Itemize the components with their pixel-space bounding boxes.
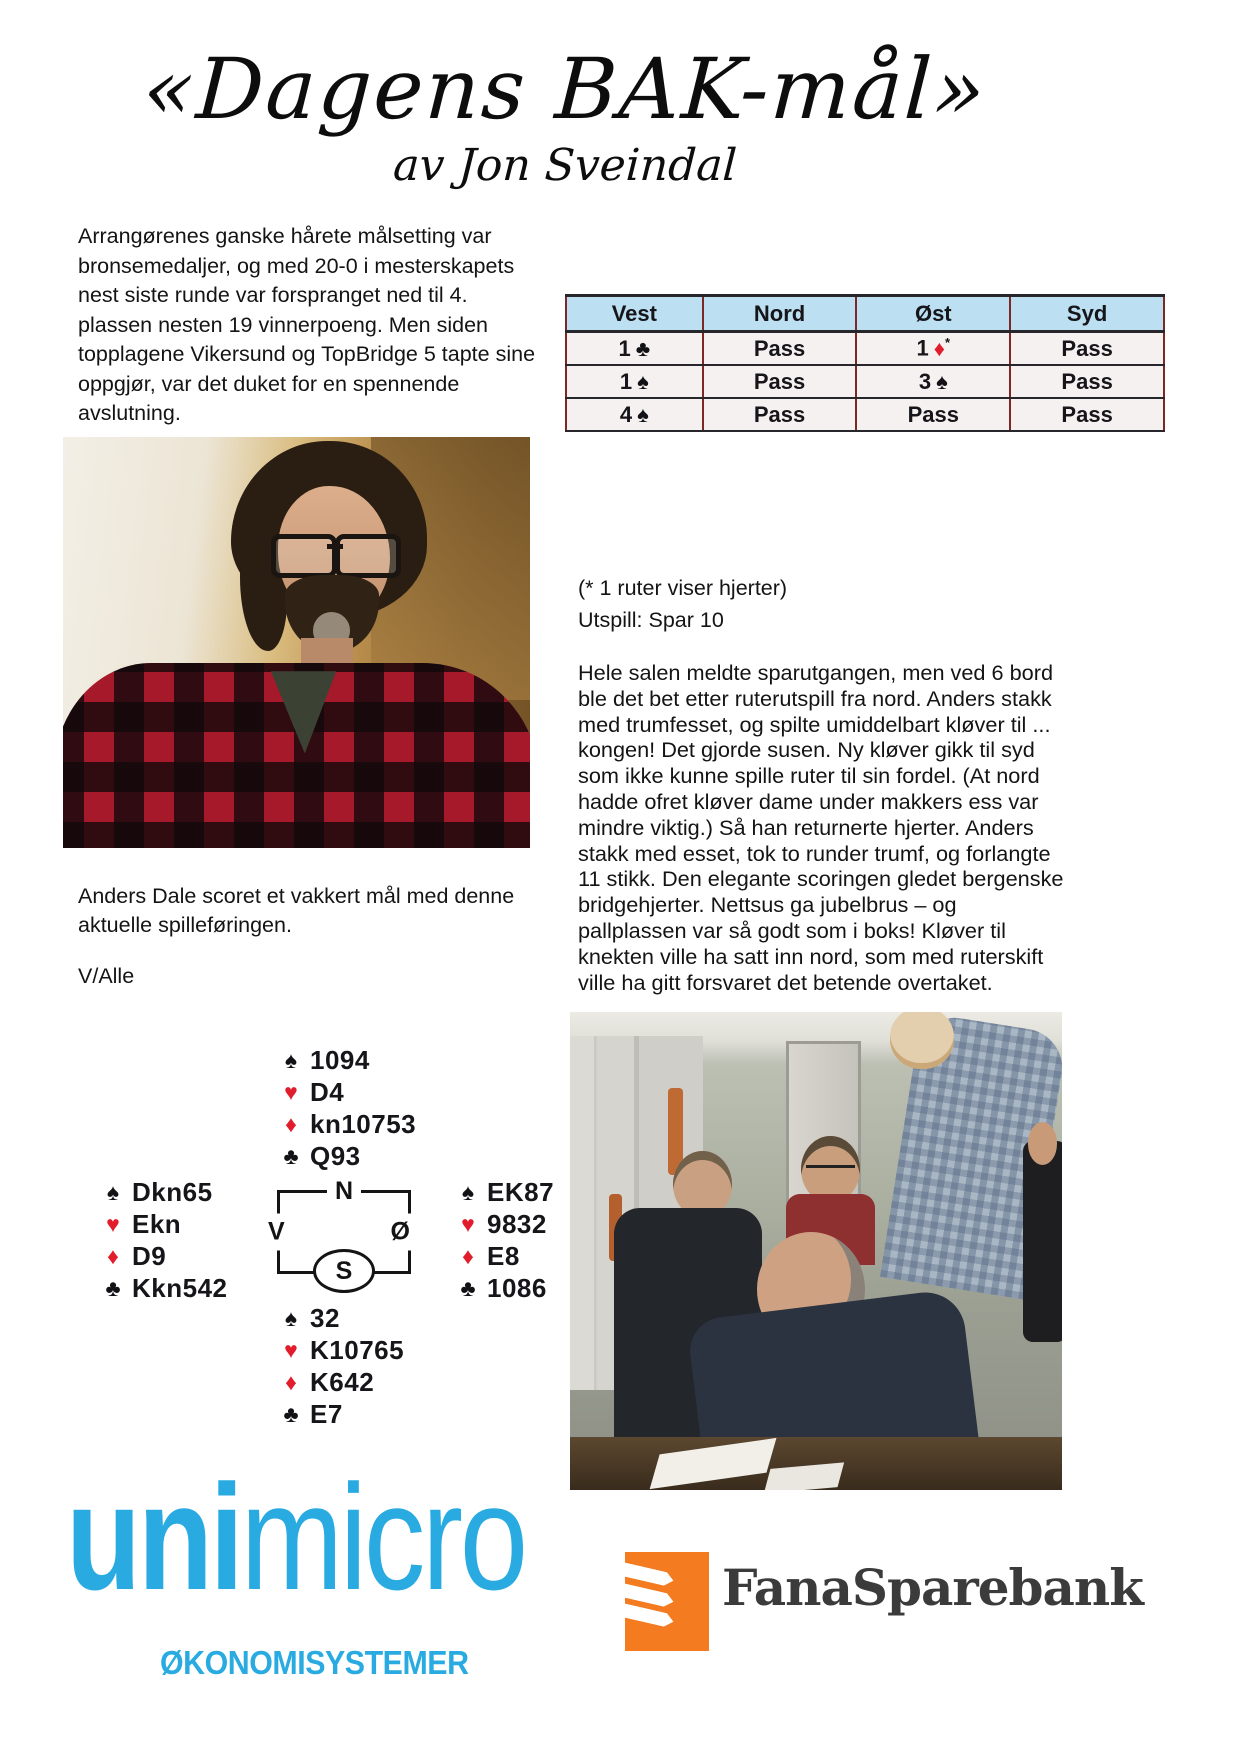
bidding-header-syd: Syd [1010, 296, 1164, 332]
fanasparebank-logo-text: FanaSparebank [722, 1558, 1143, 1617]
bidding-cell: Pass [1010, 332, 1164, 366]
heart-icon: ♥ [106, 1210, 120, 1237]
compass-south-label [313, 1249, 375, 1293]
diamond-icon: ♦ [285, 1368, 297, 1395]
fanasparebank-icon [625, 1552, 709, 1651]
bidding-body [566, 332, 1164, 432]
west-hearts-cards: Ekn [132, 1208, 182, 1239]
north-clubs-row [278, 1140, 416, 1172]
hand-east [455, 1176, 554, 1304]
bidding-footnote: (* 1 ruter viser hjerter) [578, 576, 788, 600]
spade-icon: ♠ [284, 1046, 298, 1073]
east-diamonds-row [455, 1240, 554, 1272]
page-title: «Dagens BAK-mål» [140, 40, 990, 138]
bidding-cell: Pass [703, 365, 857, 398]
heart-icon: ♥ [461, 1210, 475, 1237]
bidding-table [565, 294, 1165, 432]
spade-icon: ♠ [461, 1178, 475, 1205]
bidding-cell: Pass [1010, 365, 1164, 398]
heart-icon: ♥ [284, 1078, 298, 1105]
intro-paragraph: Arrangørenes ganske hårete målsetting var bronsemedaljer, og med 20-0 i mesterskapets nest siste runde var forspranget ned til 4. plassen nesten 19 vinnerpoeng. Men siden topplagene Vikersund og TopBridge 5 tapte sine oppgjør, var det duket for en spennende avslutning. [78, 224, 536, 425]
chevron-stripe [625, 1583, 675, 1608]
vulnerability-label: V/Alle [78, 964, 135, 988]
bidding-header-nord: Nord [703, 296, 857, 332]
unimicro-logo [66, 1453, 525, 1621]
bidding-cell: Pass [703, 332, 857, 366]
bidding-cell: 4 ♠ [566, 398, 703, 431]
north-hearts-cards: D4 [310, 1076, 345, 1107]
bidding-cell: 1 ♦* [856, 332, 1010, 366]
compass-south-letter: S [335, 1256, 353, 1285]
hand-south [278, 1302, 404, 1430]
opening-lead: Utspill: Spar 10 [578, 608, 724, 632]
compass-rose [268, 1177, 411, 1285]
compass-east-label: Ø [389, 1214, 412, 1251]
glasses-right-lens [335, 534, 401, 578]
diamond-icon: ♦ [107, 1242, 119, 1269]
bidding-cell: Pass [856, 398, 1010, 431]
east-hearts-cards: 9832 [487, 1208, 547, 1239]
east-diamonds-cards: E8 [487, 1240, 520, 1271]
south-diamonds-cards: K642 [310, 1366, 375, 1397]
spade-icon: ♠ [284, 1304, 298, 1331]
west-clubs-cards: Kkn542 [132, 1272, 228, 1303]
masthead [0, 40, 1130, 191]
bidding-row [566, 398, 1164, 431]
story-paragraph: Hele salen meldte sparutgangen, men ved 6 bord ble det bet etter ruterutspill fra nord. Anders stakk med trumfesset, og spilte umiddelbart kløver til ... kongen! Det gjorde susen. Ny kløver gikk til syd som ikke kunne spille ruter til sin fordel. (At nord hadde ofret kløver dame under makkers ess var mindre viktig.) Så han returnerte hjerter. Anders stakk med esset, tok to runder trumf, og forlangte 11 stikk. Den elegante scoringen gledet bergenske bridgehjerter. Nettsus ga jubelbrus – og pallplassen var så godt som i boks! Kløver til knekten ville ha satt inn nord, som med ruterskift ville ha gitt forsvaret det betende overtaket. [578, 660, 1064, 995]
south-diamonds-row [278, 1366, 404, 1398]
west-hearts-row [100, 1208, 228, 1240]
bidding-row [566, 332, 1164, 366]
north-diamonds-row [278, 1108, 416, 1140]
footnote-star: * [945, 335, 951, 351]
glasses [806, 1165, 855, 1168]
standing-man-head [890, 1012, 954, 1069]
unimicro-tagline: ØKONOMISYSTEMER [160, 1644, 469, 1681]
club-icon: ♣ [460, 1274, 476, 1301]
east-spades-cards: EK87 [487, 1176, 555, 1207]
west-diamonds-row [100, 1240, 228, 1272]
page-subtitle: av Jon Sveindal [391, 140, 739, 191]
club-icon: ♣ [635, 335, 651, 361]
unimicro-logo-uni: uni [66, 1453, 241, 1621]
west-spades-row [100, 1176, 228, 1208]
south-hearts-row [278, 1334, 404, 1366]
bidding-cell: Pass [1010, 398, 1164, 431]
diamond-icon: ♦ [462, 1242, 474, 1269]
west-spades-cards: Dkn65 [132, 1176, 213, 1207]
north-spades-row [278, 1044, 416, 1076]
compass-north-label: N [327, 1179, 361, 1204]
hand-north [278, 1044, 416, 1172]
west-diamonds-cards: D9 [132, 1240, 167, 1271]
bidding-header-row [566, 296, 1164, 332]
south-spades-cards: 32 [310, 1302, 340, 1333]
east-hearts-row [455, 1208, 554, 1240]
bidding-row [566, 365, 1164, 398]
south-clubs-row [278, 1398, 404, 1430]
bidding-header-øst: Øst [856, 296, 1010, 332]
spade-icon: ♠ [936, 368, 948, 394]
diamond-icon: ♦ [933, 335, 946, 361]
south-hearts-cards: K10765 [310, 1334, 405, 1365]
east-clubs-row [455, 1272, 554, 1304]
club-icon: ♣ [283, 1142, 299, 1169]
compass-west-label: V [266, 1214, 287, 1251]
bidding-cell: 1 ♠ [566, 365, 703, 398]
unimicro-logo-micro: micro [240, 1453, 525, 1621]
photo-caption: Anders Dale scoret et vakkert mål med denne aktuelle spilleføringen. [78, 884, 515, 937]
east-spades-row [455, 1176, 554, 1208]
woman-head [1028, 1122, 1058, 1165]
north-hearts-row [278, 1076, 416, 1108]
chevron-stripe [625, 1604, 675, 1629]
bidding-header-vest: Vest [566, 296, 703, 332]
bidding-cell: Pass [703, 398, 857, 431]
club-icon: ♣ [283, 1400, 299, 1427]
chevron-stripe [625, 1562, 675, 1587]
club-icon: ♣ [105, 1274, 121, 1301]
photo-signing-scene [570, 1012, 1062, 1490]
glasses-left-lens [271, 534, 337, 578]
north-diamonds-cards: kn10753 [310, 1108, 417, 1139]
photo-anders-dale [63, 437, 530, 848]
south-spades-row [278, 1302, 404, 1334]
woman-right-edge [1023, 1141, 1062, 1342]
south-clubs-cards: E7 [310, 1398, 343, 1429]
diamond-icon: ♦ [285, 1110, 297, 1137]
spade-icon: ♠ [106, 1178, 120, 1205]
north-clubs-cards: Q93 [310, 1140, 361, 1171]
spade-icon: ♠ [637, 401, 649, 427]
north-spades-cards: 1094 [310, 1044, 370, 1075]
heart-icon: ♥ [284, 1336, 298, 1363]
spade-icon: ♠ [637, 368, 649, 394]
east-clubs-cards: 1086 [487, 1272, 547, 1303]
glasses-bridge [327, 544, 343, 549]
bidding-cell: 1 ♣ [566, 332, 703, 366]
west-clubs-row [100, 1272, 228, 1304]
bidding-cell: 3 ♠ [856, 365, 1010, 398]
hand-west [100, 1176, 228, 1304]
